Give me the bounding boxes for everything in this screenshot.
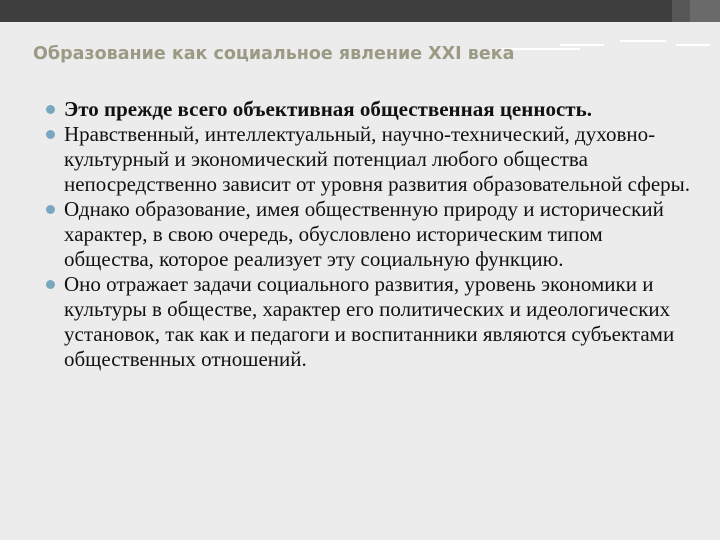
list-item [40, 272, 690, 372]
top-bar-accent-light [690, 0, 720, 22]
decorative-line [676, 44, 710, 46]
slide-title: Образование как социальное явление XXI века [33, 44, 515, 64]
bullet-icon [46, 205, 55, 214]
top-decorative-bar [0, 0, 720, 22]
bullet-icon [46, 130, 55, 139]
bullet-text: Это прежде всего объективная общественная ценность. [64, 97, 592, 121]
list-item [40, 197, 690, 272]
bullet-text: Однако образование, имея общественную природу и исторический характер, в свою очередь, обусловлено историческим типом общества, которое реализует эту социальную функцию. [64, 197, 664, 271]
list-item [40, 97, 690, 122]
bullet-text: Нравственный, интеллектуальный, научно-технический, духовно-культурный и экономический потенциал любого общества непосредственно зависит от уровня развития образовательной сферы. [64, 122, 691, 196]
bullet-icon [46, 105, 55, 114]
list-item [40, 122, 690, 197]
bullet-icon [46, 280, 55, 289]
decorative-line [560, 44, 604, 46]
bullet-text: Оно отражает задачи социального развития, уровень экономики и культуры в обществе, характер его политических и идеологических установок, так как и педагоги и воспитанники являются субъектами общественных отношений. [64, 272, 675, 371]
decorative-line [620, 40, 666, 42]
bullet-list [40, 97, 690, 372]
